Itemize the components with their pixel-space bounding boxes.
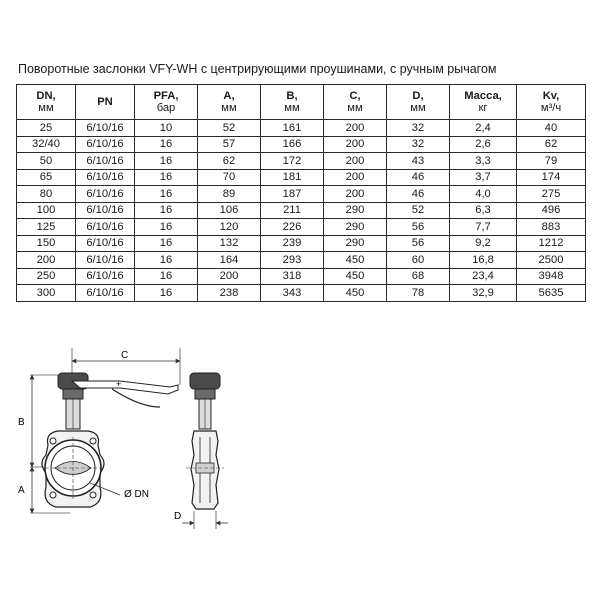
column-header <box>135 85 198 120</box>
table-cell: 883 <box>517 219 586 236</box>
table-cell: 318 <box>261 268 324 285</box>
table-cell: 50 <box>17 153 76 170</box>
table-cell: 125 <box>17 219 76 236</box>
label-a: A <box>18 485 25 496</box>
table-cell: 16 <box>135 153 198 170</box>
table-cell: 4,0 <box>450 186 517 203</box>
table-cell: 6/10/16 <box>76 235 135 252</box>
table-cell: 450 <box>324 268 387 285</box>
table-cell: 200 <box>324 136 387 153</box>
table-cell: 343 <box>261 285 324 302</box>
table-cell: 23,4 <box>450 268 517 285</box>
table-cell: 6/10/16 <box>76 202 135 219</box>
table-row <box>17 186 586 203</box>
table-cell: 300 <box>17 285 76 302</box>
table-cell: 6/10/16 <box>76 136 135 153</box>
column-header-unit: мм <box>38 102 54 114</box>
table-cell: 2500 <box>517 252 586 269</box>
table-cell: 32 <box>387 120 450 137</box>
table-cell: 65 <box>17 169 76 186</box>
table-cell: 32/40 <box>17 136 76 153</box>
table-cell: 150 <box>17 235 76 252</box>
valve-side-view <box>186 373 224 509</box>
table-cell: 16 <box>135 136 198 153</box>
table-cell: 120 <box>198 219 261 236</box>
table-cell: 290 <box>324 235 387 252</box>
table-row <box>17 268 586 285</box>
table-cell: 5635 <box>517 285 586 302</box>
table-cell: 79 <box>517 153 586 170</box>
table-row <box>17 252 586 269</box>
valve-dimension-drawing <box>0 345 600 600</box>
column-header-unit: кг <box>478 102 488 114</box>
table-cell: 211 <box>261 202 324 219</box>
table-cell: 52 <box>198 120 261 137</box>
table-row <box>17 136 586 153</box>
column-header-name: Масса, <box>464 90 502 102</box>
table-cell: 25 <box>17 120 76 137</box>
table-cell: 56 <box>387 219 450 236</box>
column-header-unit: м³/ч <box>540 102 562 114</box>
table-cell: 200 <box>324 120 387 137</box>
table-cell: 16 <box>135 268 198 285</box>
table-cell: 239 <box>261 235 324 252</box>
table-cell: 6/10/16 <box>76 268 135 285</box>
table-cell: 6/10/16 <box>76 153 135 170</box>
label-d: D <box>174 511 182 522</box>
table-row <box>17 120 586 137</box>
table-cell: 16 <box>135 186 198 203</box>
table-cell: 293 <box>261 252 324 269</box>
table-cell: 290 <box>324 202 387 219</box>
table-cell: 43 <box>387 153 450 170</box>
table-row <box>17 153 586 170</box>
column-header <box>76 85 135 120</box>
column-header-unit: бар <box>156 102 176 114</box>
label-dn: Ø DN <box>124 489 149 500</box>
table-cell: 46 <box>387 186 450 203</box>
table-cell: 238 <box>198 285 261 302</box>
table-cell: 62 <box>517 136 586 153</box>
table-cell: 250 <box>17 268 76 285</box>
table-cell: 9,2 <box>450 235 517 252</box>
table-cell: 187 <box>261 186 324 203</box>
column-header-name: Kv, <box>542 90 560 102</box>
table-cell: 132 <box>198 235 261 252</box>
column-header-name: D, <box>412 90 424 102</box>
table-cell: 16 <box>135 202 198 219</box>
column-header-unit: мм <box>410 102 426 114</box>
table-header-row <box>17 85 586 120</box>
table-row <box>17 285 586 302</box>
table-cell: 200 <box>324 186 387 203</box>
dimension-d <box>174 511 228 529</box>
table-cell: 3,3 <box>450 153 517 170</box>
table-cell: 6/10/16 <box>76 285 135 302</box>
table-cell: 450 <box>324 285 387 302</box>
table-cell: 200 <box>198 268 261 285</box>
table-cell: 70 <box>198 169 261 186</box>
table-cell: 164 <box>198 252 261 269</box>
column-header <box>198 85 261 120</box>
table-cell: 3,7 <box>450 169 517 186</box>
table-cell: 62 <box>198 153 261 170</box>
table-cell: 1212 <box>517 235 586 252</box>
table-cell: 57 <box>198 136 261 153</box>
column-header <box>387 85 450 120</box>
table-row <box>17 169 586 186</box>
table-cell: 7,7 <box>450 219 517 236</box>
table-row <box>17 202 586 219</box>
table-cell: 226 <box>261 219 324 236</box>
column-header-name: PFA, <box>153 90 179 102</box>
table-cell: 89 <box>198 186 261 203</box>
table-cell: 16 <box>135 219 198 236</box>
table-cell: 200 <box>324 169 387 186</box>
label-c: C <box>121 350 129 361</box>
table-cell: 174 <box>517 169 586 186</box>
table-cell: 6,3 <box>450 202 517 219</box>
table-cell: 10 <box>135 120 198 137</box>
table-cell: 6/10/16 <box>76 120 135 137</box>
svg-text:+: + <box>116 379 122 389</box>
column-header <box>17 85 76 120</box>
table-cell: 6/10/16 <box>76 219 135 236</box>
spec-table <box>16 84 586 302</box>
column-header-name: PN <box>97 96 113 108</box>
column-header <box>450 85 517 120</box>
column-header-name: DN, <box>36 90 56 102</box>
table-cell: 32,9 <box>450 285 517 302</box>
table-cell: 80 <box>17 186 76 203</box>
table-cell: 16,8 <box>450 252 517 269</box>
column-header-unit: мм <box>347 102 363 114</box>
table-cell: 496 <box>517 202 586 219</box>
column-header <box>517 85 586 120</box>
table-row <box>17 219 586 236</box>
table-cell: 106 <box>198 202 261 219</box>
valve-front-view <box>42 373 178 507</box>
page-title: Поворотные заслонки VFY-WH с центрирующими проушинами, с ручным рычагом <box>18 62 497 76</box>
table-cell: 172 <box>261 153 324 170</box>
table-cell: 290 <box>324 219 387 236</box>
column-header-unit: мм <box>284 102 300 114</box>
table-cell: 16 <box>135 285 198 302</box>
table-cell: 450 <box>324 252 387 269</box>
table-cell: 161 <box>261 120 324 137</box>
table-cell: 100 <box>17 202 76 219</box>
table-cell: 60 <box>387 252 450 269</box>
table-row <box>17 235 586 252</box>
table-cell: 6/10/16 <box>76 252 135 269</box>
table-cell: 2,4 <box>450 120 517 137</box>
table-cell: 3948 <box>517 268 586 285</box>
table-cell: 200 <box>324 153 387 170</box>
label-b: B <box>18 417 25 428</box>
table-cell: 200 <box>17 252 76 269</box>
table-cell: 2,6 <box>450 136 517 153</box>
table-cell: 40 <box>517 120 586 137</box>
column-header-name: A, <box>223 90 235 102</box>
table-cell: 6/10/16 <box>76 169 135 186</box>
table-cell: 46 <box>387 169 450 186</box>
table-cell: 181 <box>261 169 324 186</box>
table-cell: 16 <box>135 169 198 186</box>
table-cell: 16 <box>135 235 198 252</box>
table-cell: 56 <box>387 235 450 252</box>
table-cell: 166 <box>261 136 324 153</box>
column-header-unit: мм <box>221 102 237 114</box>
table-cell: 275 <box>517 186 586 203</box>
table-cell: 68 <box>387 268 450 285</box>
column-header <box>261 85 324 120</box>
column-header-name: B, <box>286 90 298 102</box>
table-cell: 6/10/16 <box>76 186 135 203</box>
table-cell: 52 <box>387 202 450 219</box>
column-header-name: C, <box>349 90 361 102</box>
table-cell: 16 <box>135 252 198 269</box>
column-header <box>324 85 387 120</box>
table-cell: 32 <box>387 136 450 153</box>
table-cell: 78 <box>387 285 450 302</box>
